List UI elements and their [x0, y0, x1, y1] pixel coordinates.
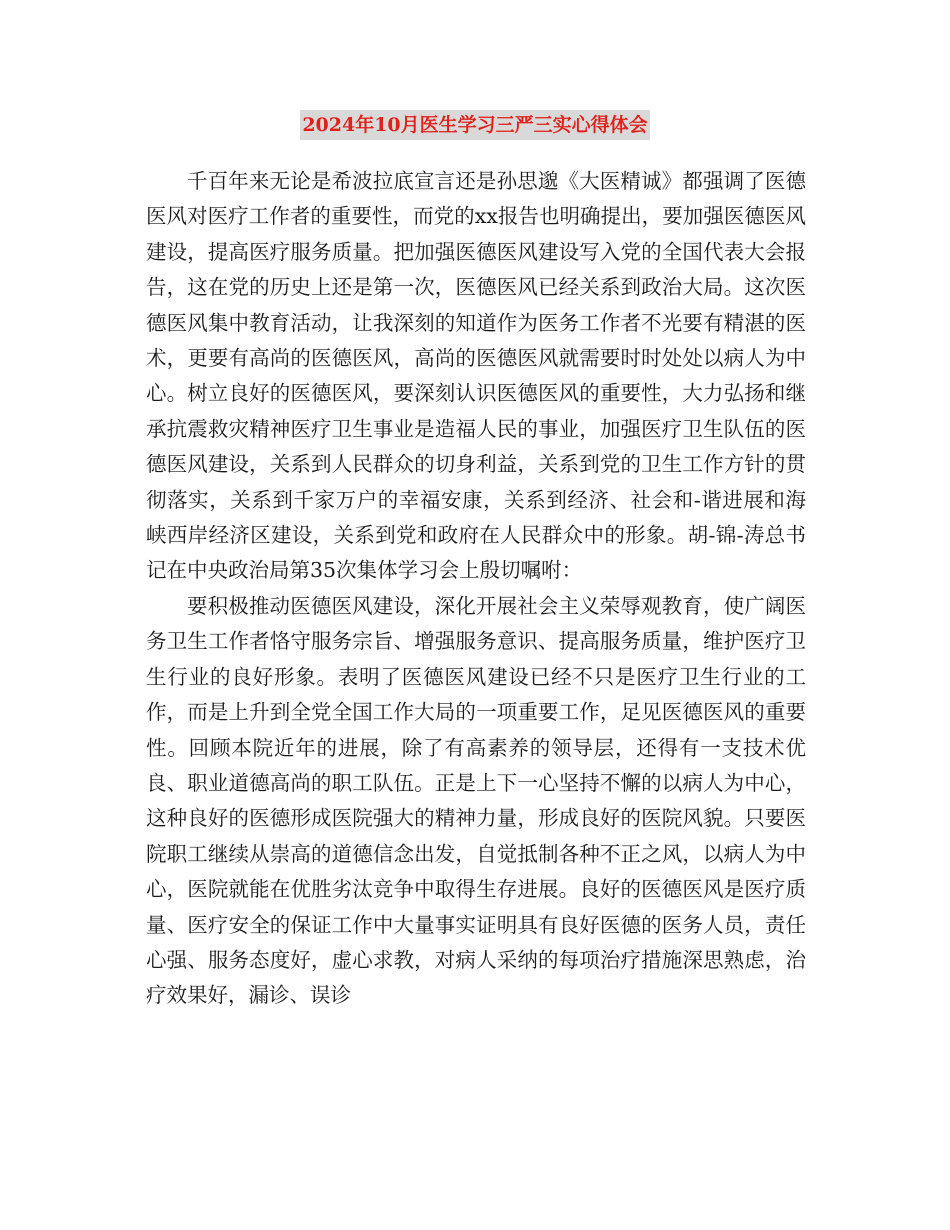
paragraph-2: 要积极推动医德医风建设，深化开展社会主义荣辱观教育，使广阔医务卫生工作者恪守服务宗旨、增强服务意识、提高服务质量，维护医疗卫生行业的良好形象。表明了医德医风建设已经不只是医疗卫生行业的工作，而是上升到全党全国工作大局的一项重要工作，足见医德医风的重要性。回顾本院近年的进展，除了有高素养的领导层，还得有一支技术优良、职业道德高尚的职工队伍。正是上下一心坚持不懈的以病人为中心，这种良好的医德形成医院强大的精神力量，形成良好的医院风貌。只要医院职工继续从崇高的道德信念出发，自觉抵制各种不正之风，以病人为中心，医院就能在优胜劣汰竞争中取得生存进展。良好的医德医风是医疗质量、医疗安全的保证工作中大量事实证明具有良好医德的医务人员，责任心强、服务态度好，虚心求教，对病人采纳的每项治疗措施深思熟虑，治疗效果好，漏诊、误诊	[146, 593, 806, 1008]
document-body	[146, 164, 806, 1014]
title-container	[0, 110, 950, 140]
document-title: 2024年10月医生学习三严三实心得体会	[300, 110, 649, 140]
paragraph-1: 千百年来无论是希波拉底宣言还是孙思邈《大医精诚》都强调了医德医风对医疗工作者的重要性，而党的xx报告也明确提出，要加强医德医风建设，提高医疗服务质量。把加强医德医风建设写入党的全国代表大会报告，这在党的历史上还是第一次，医德医风已经关系到政治大局。这次医德医风集中教育活动，让我深刻的知道作为医务工作者不光要有精湛的医术，更要有高尚的医德医风，高尚的医德医风就需要时时处处以病人为中心。树立良好的医德医风，要深刻认识医德医风的重要性，大力弘扬和继承抗震救灾精神医疗卫生事业是造福人民的事业，加强医疗卫生队伍的医德医风建设，关系到人民群众的切身利益，关系到党的卫生工作方针的贯彻落实，关系到千家万户的幸福安康，关系到经济、社会和-谐进展和海峡西岸经济区建设，关系到党和政府在人民群众中的形象。胡-锦-涛总书记在中央政治局第35次集体学习会上殷切嘱咐：	[146, 169, 806, 583]
